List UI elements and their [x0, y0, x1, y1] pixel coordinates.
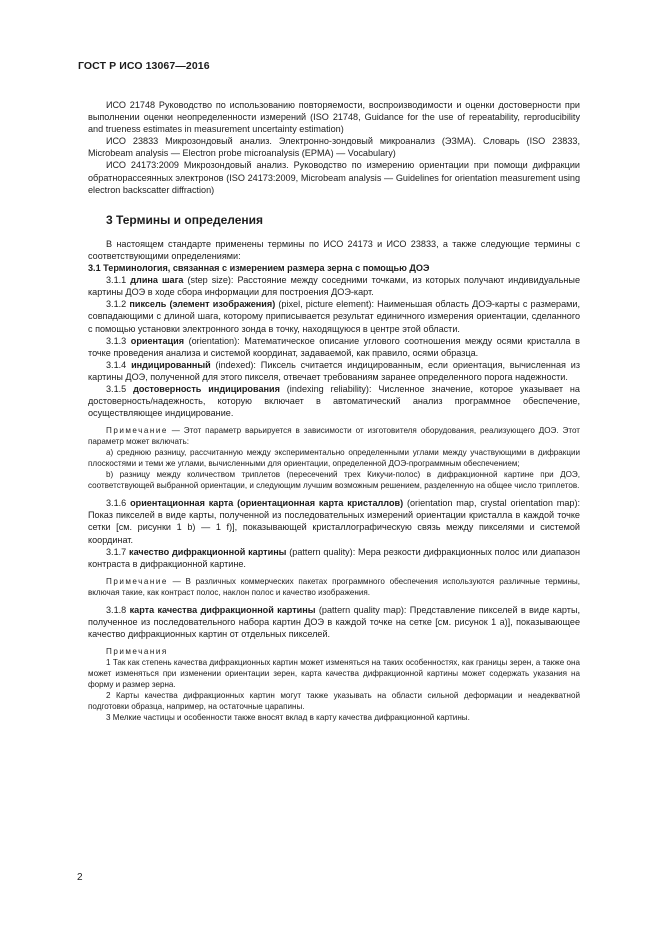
term-entry: 3.1.8 карта качества дифракционной картины (pattern quality map): Представление пикселей в виде карты, полученное из последовательного набора картин ДОЭ в каждой точке на сетке [см. рисунок 1 a)], показывающее качество дифракционных картин от отдельных пикселей. — [88, 604, 581, 639]
term-entry: 3.1.6 ориентационная карта (ориентационная карта кристаллов) (orientation map, crystal orientation map): Показ пикселей в виде карты, полученной из последовательных измерений ориентации кристалла в каждой точке сетки [см. рисунки 1 b) — 1 f)], показывающей кристаллографическую связь между пикселями и системой координат. — [88, 498, 580, 545]
document-body — [88, 99, 580, 723]
note-item: 2 Карты качества дифракционных картин могут также указывать на области сильной деформации и неадекватной подготовки образца, например, на остаточные царапины. — [88, 691, 580, 712]
document-header: ГОСТ Р ИСО 13067—2016 — [78, 60, 210, 72]
term-entry: 3.1.3 ориентация (orientation): Математическое описание углового соотношения между осями кристалла в точке проведения анализа и системой координат, задаваемой, как правило, осями образца. — [88, 335, 580, 358]
term-entry: 3.1.2 пиксель (элемент изображения) (pixel, picture element): Наименьшая область ДОЭ-карты с размерами, совпадающими с длиной шага, которому приписывается результат единичного измерения ориентации, сделанного с помощью установки электронного зонда в точку, находящуюся в центре этой области. — [88, 299, 581, 334]
note-block — [88, 425, 580, 491]
section-title: 3 Термины и определения — [106, 212, 264, 227]
reference-entry: ИСО 21748 Руководство по использованию повторяемости, воспроизводимости и оценки достоверности при выполнении оценки неопределенности измерений (ISO 21748, Guidance for the use of repeatability, reproducibility and trueness estimates in measurement uncertainty estimation) — [88, 100, 580, 135]
term-entry: 3.1.5 достоверность индицирования (indexing reliability): Численное значение, которое указывает на достоверность/надежность, которую включает в автоматический анализ программное обеспечение, осуществляющее индицирование. — [88, 383, 580, 419]
note-block — [88, 576, 580, 598]
term-entry: 3.1.1 длина шага (step size): Расстояние между соседними точками, из которых получают индивидуальные картины ДОЭ в ходе сбора информации для построения ДОЭ-карт. — [88, 275, 581, 298]
notes-block — [88, 646, 580, 723]
subsection-title: 3.1 Терминология, связанная с измерением размера зерна с помощью ДОЭ — [88, 263, 430, 274]
note-text: Примечание — В различных коммерческих пакетах программного обеспечения используются различные термины, включая такие, как контраст полос, наклон полос и качество изображения. — [88, 576, 580, 597]
note-item: b) разницу между количеством триплетов (пересечений трех Кикучи-полос) в дифракционной картине при ДОЭ, соответствующей выбранной ориентации, и следующим лучшим возможным решением, разделенную на общее число триплетов. — [88, 470, 580, 491]
note-item: a) среднюю разницу, рассчитанную между экспериментально определенными углами между участвующими в дифракции плоскостями и теми же углами, вычисленными для ориентации, определенной ДОЭ-программным обеспечением; — [88, 448, 580, 469]
term-entry: 3.1.4 индицированный (indexed): Пиксель считается индицированным, если ориентация, вычисленная из картины ДОЭ, полученной для этого пикселя, отвечает требованиям заранее определенного порога надежности. — [88, 359, 580, 382]
page-number: 2 — [77, 872, 83, 883]
term-entry: 3.1.7 качество дифракционной картины (pattern quality): Мера резкости дифракционных полос или диапазон контраста в дифракционной картине. — [88, 546, 580, 569]
note-item: 3 Мелкие частицы и особенности также вносят вклад в карту качества дифракционной картины. — [106, 713, 470, 723]
reference-entry: ИСО 23833 Микрозондовый анализ. Электронно-зондовый микроанализ (ЭЗМА). Словарь (ISO 23833, Microbeam analysis — Electron probe microanalysis (EPMA) — Vocabulary) — [88, 136, 580, 159]
section-intro: В настоящем стандарте применены термины по ИСО 24173 и ИСО 23833, а также следующие термины с соответствующими определениями: — [88, 238, 580, 261]
note-text: Примечание — Этот параметр варьируется в зависимости от изготовителя оборудования, реализующего ДОЭ. Этот параметр может включать: — [88, 426, 580, 447]
reference-entry: ИСО 24173:2009 Микрозондовый анализ. Руководство по измерению ориентации при помощи дифракции обратнорассеянных электронов (ISO 24173:2009, Microbeam analysis — Guidelines for orientation measurement using electron backscatter diffraction) — [88, 160, 580, 195]
notes-label: Примечания — [106, 647, 168, 657]
note-item: 1 Так как степень качества дифракционных картин может изменяться на таких особенностях, как границы зерен, а также она может изменяться при изменении ориентации зерен, карта качества дифракционной картины может содержать указания на форму и размер зерна. — [88, 658, 580, 690]
